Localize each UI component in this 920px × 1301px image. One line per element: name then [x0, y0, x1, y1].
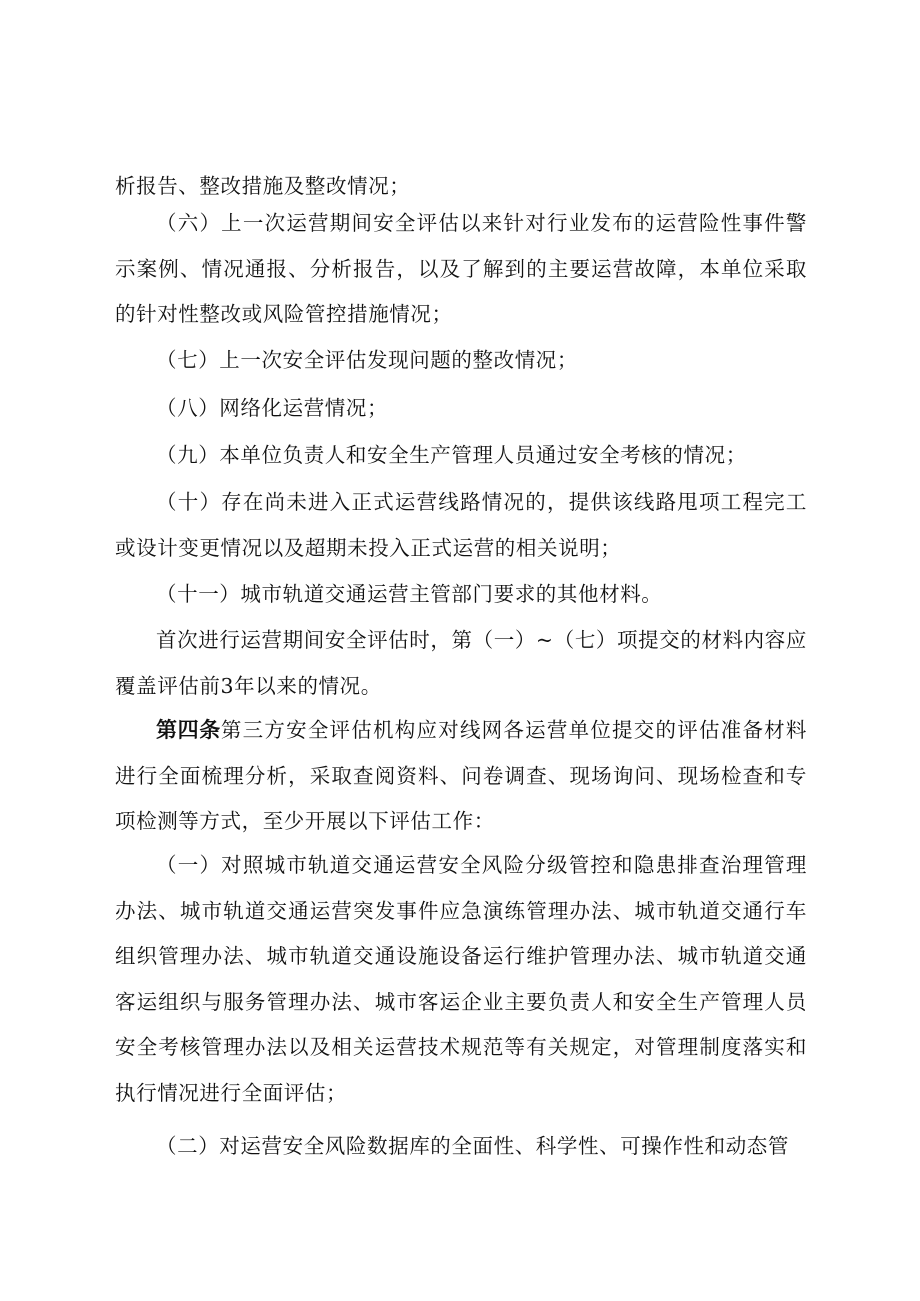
paragraph-item-8: （八）网络化运营情况； [156, 396, 389, 420]
paragraph-item-7: （七）上一次安全评估发现问题的整改情况； [156, 348, 578, 372]
evaluation-item-2: （二）对运营安全风险数据库的全面性、科学性、可操作性和动态管 [156, 1134, 789, 1158]
paragraph-item-9: （九）本单位负责人和安全生产管理人员通过安全考核的情况； [156, 443, 747, 467]
article-4-label: 第四条 [156, 718, 221, 742]
paragraph-item-11: （十一）城市轨道交通运营主管部门要求的其他材料。 [156, 582, 663, 606]
article-4-text: 第三方安全评估机构应对线网各运营单位提交的评估准备材料进行全面梳理分析，采取查阅资料、问卷调查、现场询问、现场检查和专项检测等方式，至少开展以下评估工作： [115, 718, 808, 834]
evaluation-item-1: （一）对照城市轨道交通运营安全风险分级管控和隐患排查治理管理办法、城市轨道交通运营突发事件应急演练管理办法、城市轨道交通行车组织管理办法、城市轨道交通设施设备运行维护管理办法、城市轨道交通客运组织与服务管理办法、城市客运企业主要负责人和安全生产管理人员安全考核管理办法以及相关运营技术规范等有关规定，对管理制度落实和执行情况进行全面评估； [115, 853, 807, 1105]
paragraph-item-10: （十）存在尚未进入正式运营线路情况的，提供该线路甩项工程完工或设计变更情况以及超期未投入正式运营的相关说明； [115, 490, 807, 560]
paragraph-first-evaluation-note: 首次进行运营期间安全评估时，第（一）~（七）项提交的材料内容应覆盖评估前3年以来的情况。 [115, 628, 807, 698]
paragraph-item-6: （六）上一次运营期间安全评估以来针对行业发布的运营险性事件警示案例、情况通报、分析报告，以及了解到的主要运营故障，本单位采取的针对性整改或风险管控措施情况； [115, 211, 807, 327]
paragraph-continuation: 析报告、整改措施及整改情况； [115, 174, 411, 198]
article-4-paragraph [115, 708, 807, 845]
